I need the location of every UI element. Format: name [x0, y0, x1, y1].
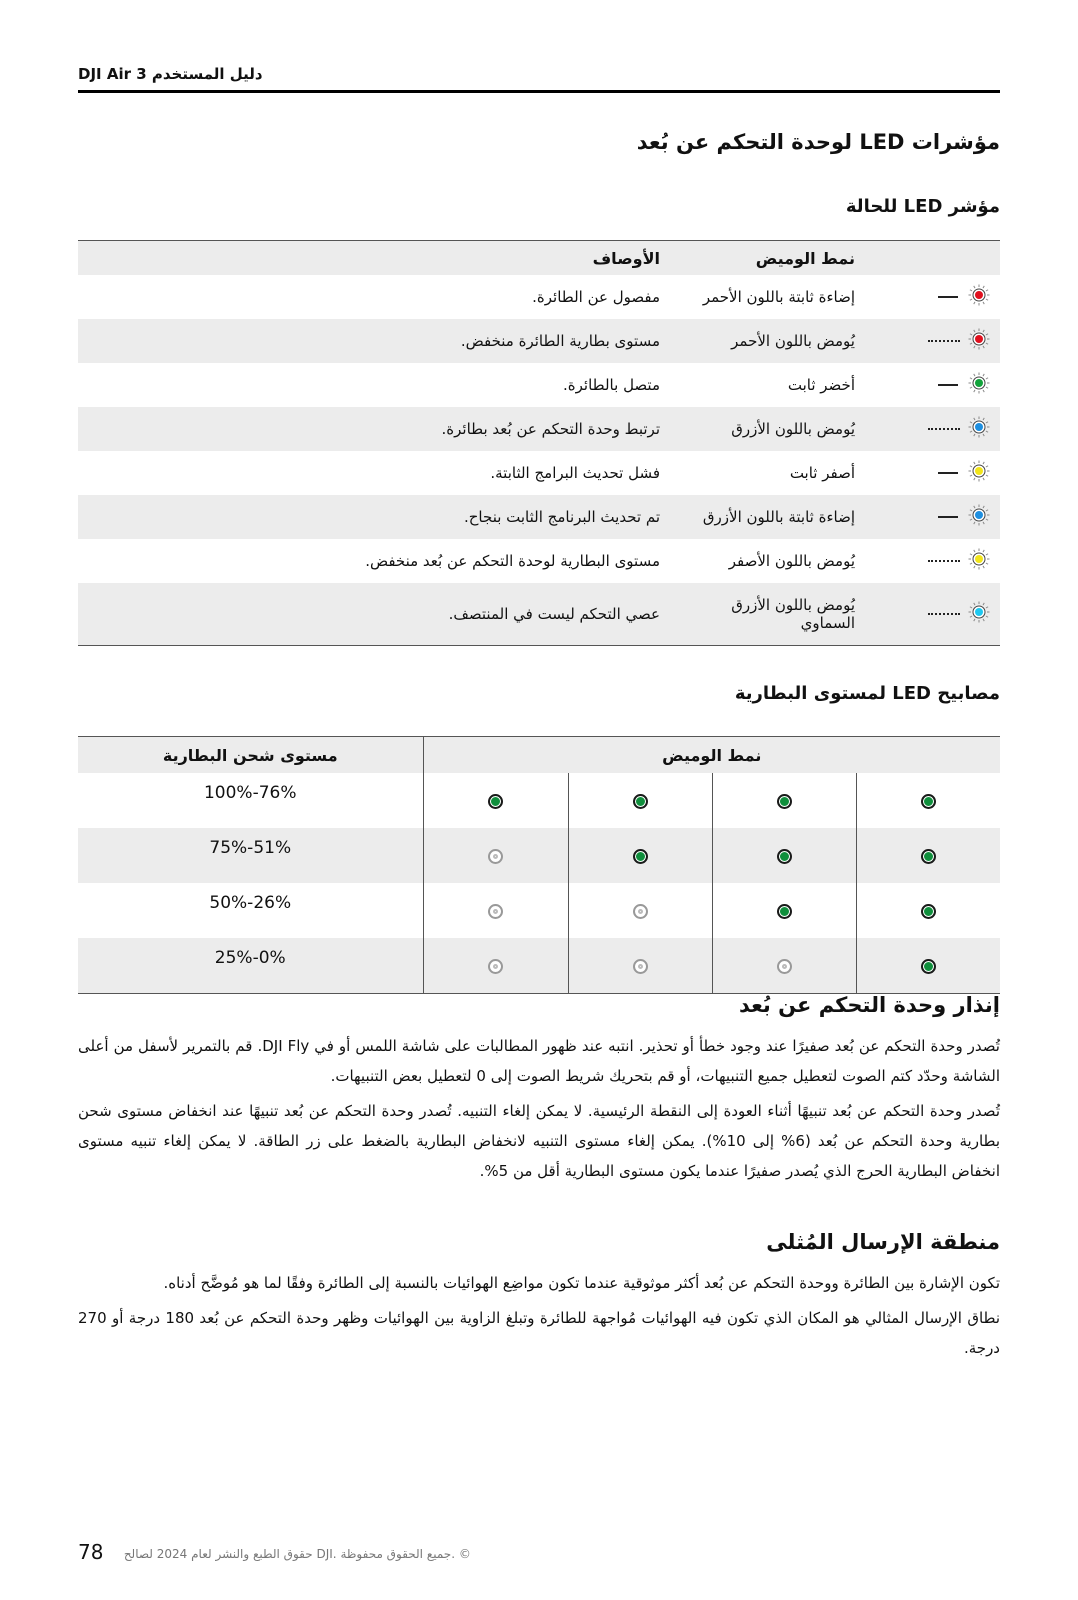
- battery-level-label: 51%-75%: [78, 828, 423, 883]
- led-on-icon: [921, 849, 936, 864]
- pattern-column-header: [865, 241, 1000, 276]
- battery-row: [78, 828, 1000, 883]
- pattern-description: مفصول عن الطائرة.: [532, 288, 660, 306]
- status-led-table: [78, 240, 1000, 646]
- led-off-icon: [488, 849, 503, 864]
- transmission-paragraph-2: نطاق الإرسال المثالي هو المكان الذي تكون فيه الهوائيات مُواجهة للطائرة وتبلغ الزاوية بين الهوائيات وظهر وحدة التحكم عن بُعد 180 درجة أو 270 درجة.: [78, 1309, 1001, 1357]
- battery-led-title: مصابيح LED لمستوى البطارية: [734, 683, 1000, 704]
- led-on-icon: [777, 849, 792, 864]
- pattern-label: يُومض باللون الأزرق: [670, 407, 865, 451]
- status-row: [78, 495, 1000, 539]
- led-on-icon: [488, 794, 503, 809]
- led-indicator-icon: [968, 601, 990, 627]
- battery-led-table: [78, 736, 1000, 994]
- led-on-icon: [633, 794, 648, 809]
- pattern-label: إضاءة ثابتة باللون الأحمر: [702, 288, 855, 306]
- status-row: [78, 319, 1000, 363]
- pattern-label: يُومض باللون الأحمر: [670, 319, 865, 363]
- warning-paragraph-1: تُصدر وحدة التحكم عن بُعد صفيرًا عند وجود خطأ أو تحذير. انتبه عند ظهور المطالبات على شاشة اللمس أو في DJI Fly. قم بالتمرير لأسفل من أعلى الشاشة وحدّد كتم الصوت لتعطيل جميع التنبيهات، أو قم بتحريك شريط الصوت إلى 0 لتعطيل بعض التنبيهات.: [78, 1037, 1000, 1085]
- status-led-title: مؤشر LED للحالة: [845, 196, 1000, 217]
- led-indicator-icon: [968, 416, 990, 442]
- status-row: [78, 539, 1000, 583]
- pattern-column-header-label: نمط الوميض: [670, 241, 865, 276]
- copyright-text: حقوق الطبع والنشر لعام 2024 لصالح DJI. جميع الحقوق محفوظة. ©: [123, 1546, 471, 1561]
- warning-paragraph-2: تُصدر وحدة التحكم عن بُعد تنبيهًا أثناء العودة إلى النقطة الرئيسية. لا يمكن إلغاء التنبيه. تُصدر وحدة التحكم عن بُعد تنبيهًا عند انخفاض مستوى شحن بطارية وحدة التحكم عن بُعد (6% إلى 10%). يمكن إلغاء مستوى التنبيه لانخفاض البطارية بالضغط على زر الطاقة. لا يمكن إلغاء تنبيه مستوى انخفاض البطارية الحرج الذي يُصدر صفيرًا عندما يكون مستوى البطارية أقل من 5%.: [78, 1102, 1001, 1180]
- led-off-icon: [488, 904, 503, 919]
- led-indicator-icon: [968, 372, 990, 398]
- battery-pattern-header: نمط الوميض: [423, 737, 1000, 774]
- page-header: [78, 60, 1000, 93]
- led-indicator-icon: [968, 328, 990, 354]
- pattern-label: أصفر ثابت: [789, 464, 855, 482]
- led-on-icon: [921, 794, 936, 809]
- pattern-label: أخضر ثابت: [787, 376, 855, 394]
- pattern-description: ترتبط وحدة التحكم عن بُعد بطائرة.: [78, 407, 670, 451]
- battery-level-label: 26%-50%: [209, 893, 292, 913]
- led-on-icon: [633, 849, 648, 864]
- battery-row: [78, 883, 1000, 938]
- dotted-line-icon: [928, 428, 960, 430]
- led-off-icon: [488, 959, 503, 974]
- status-row: [78, 583, 1000, 646]
- pattern-label: يُومض باللون الأزرق السماوي: [670, 583, 865, 646]
- page-number: 78: [78, 1540, 104, 1564]
- led-on-icon: [777, 794, 792, 809]
- pattern-description: عصي التحكم ليست في المنتصف.: [78, 583, 670, 646]
- led-indicator-icon: [968, 548, 990, 574]
- led-off-icon: [633, 959, 648, 974]
- manual-page: [78, 0, 1000, 1600]
- solid-line-icon: [938, 384, 958, 386]
- battery-level-header: مستوى شحن البطارية: [78, 737, 423, 774]
- solid-line-icon: [938, 296, 958, 298]
- pattern-description: فشل تحديث البرامج الثابتة.: [490, 464, 660, 482]
- status-row: [78, 275, 1000, 319]
- led-off-icon: [777, 959, 792, 974]
- led-indicator-icon: [968, 504, 990, 530]
- solid-line-icon: [938, 516, 958, 518]
- solid-line-icon: [938, 472, 958, 474]
- led-on-icon: [921, 959, 936, 974]
- battery-row: [78, 773, 1000, 828]
- description-column-header: الأوصاف: [78, 241, 670, 276]
- pattern-description: مستوى البطارية لوحدة التحكم عن بُعد منخفض.: [365, 552, 660, 570]
- led-indicator-icon: [968, 284, 990, 310]
- dotted-line-icon: [928, 613, 960, 615]
- led-on-icon: [777, 904, 792, 919]
- pattern-description: مستوى بطارية الطائرة منخفض.: [78, 319, 670, 363]
- dotted-line-icon: [928, 560, 960, 562]
- warning-section-title: إنذار وحدة التحكم عن بُعد: [738, 993, 1000, 1017]
- led-section-title: مؤشرات LED لوحدة التحكم عن بُعد: [636, 130, 1000, 154]
- transmission-section-title: منطقة الإرسال المُثلى: [766, 1230, 1000, 1254]
- document-title: DJI Air 3 دليل المستخدم: [78, 65, 263, 83]
- page-footer: [78, 1540, 471, 1564]
- transmission-paragraph-1: تكون الإشارة بين الطائرة ووحدة التحكم عن بُعد أكثر موثوقية عندما تكون مواضِع الهوائيات بالنسبة إلى الطائرة وفقًا لما هو مُوضَّح أدناه.: [163, 1274, 1000, 1292]
- status-row: [78, 363, 1000, 407]
- pattern-label: إضاءة ثابتة باللون الأزرق: [670, 495, 865, 539]
- battery-level-label: 76%-100%: [203, 783, 297, 803]
- led-off-icon: [633, 904, 648, 919]
- pattern-label: يُومض باللون الأصفر: [728, 552, 855, 570]
- battery-row: [78, 938, 1000, 994]
- pattern-description: تم تحديث البرنامج الثابت بنجاح.: [78, 495, 670, 539]
- status-row: [78, 451, 1000, 495]
- pattern-description: متصل بالطائرة.: [563, 376, 660, 394]
- dotted-line-icon: [928, 340, 960, 342]
- led-indicator-icon: [968, 460, 990, 486]
- led-on-icon: [921, 904, 936, 919]
- status-row: [78, 407, 1000, 451]
- battery-level-label: 0%-25%: [78, 938, 423, 994]
